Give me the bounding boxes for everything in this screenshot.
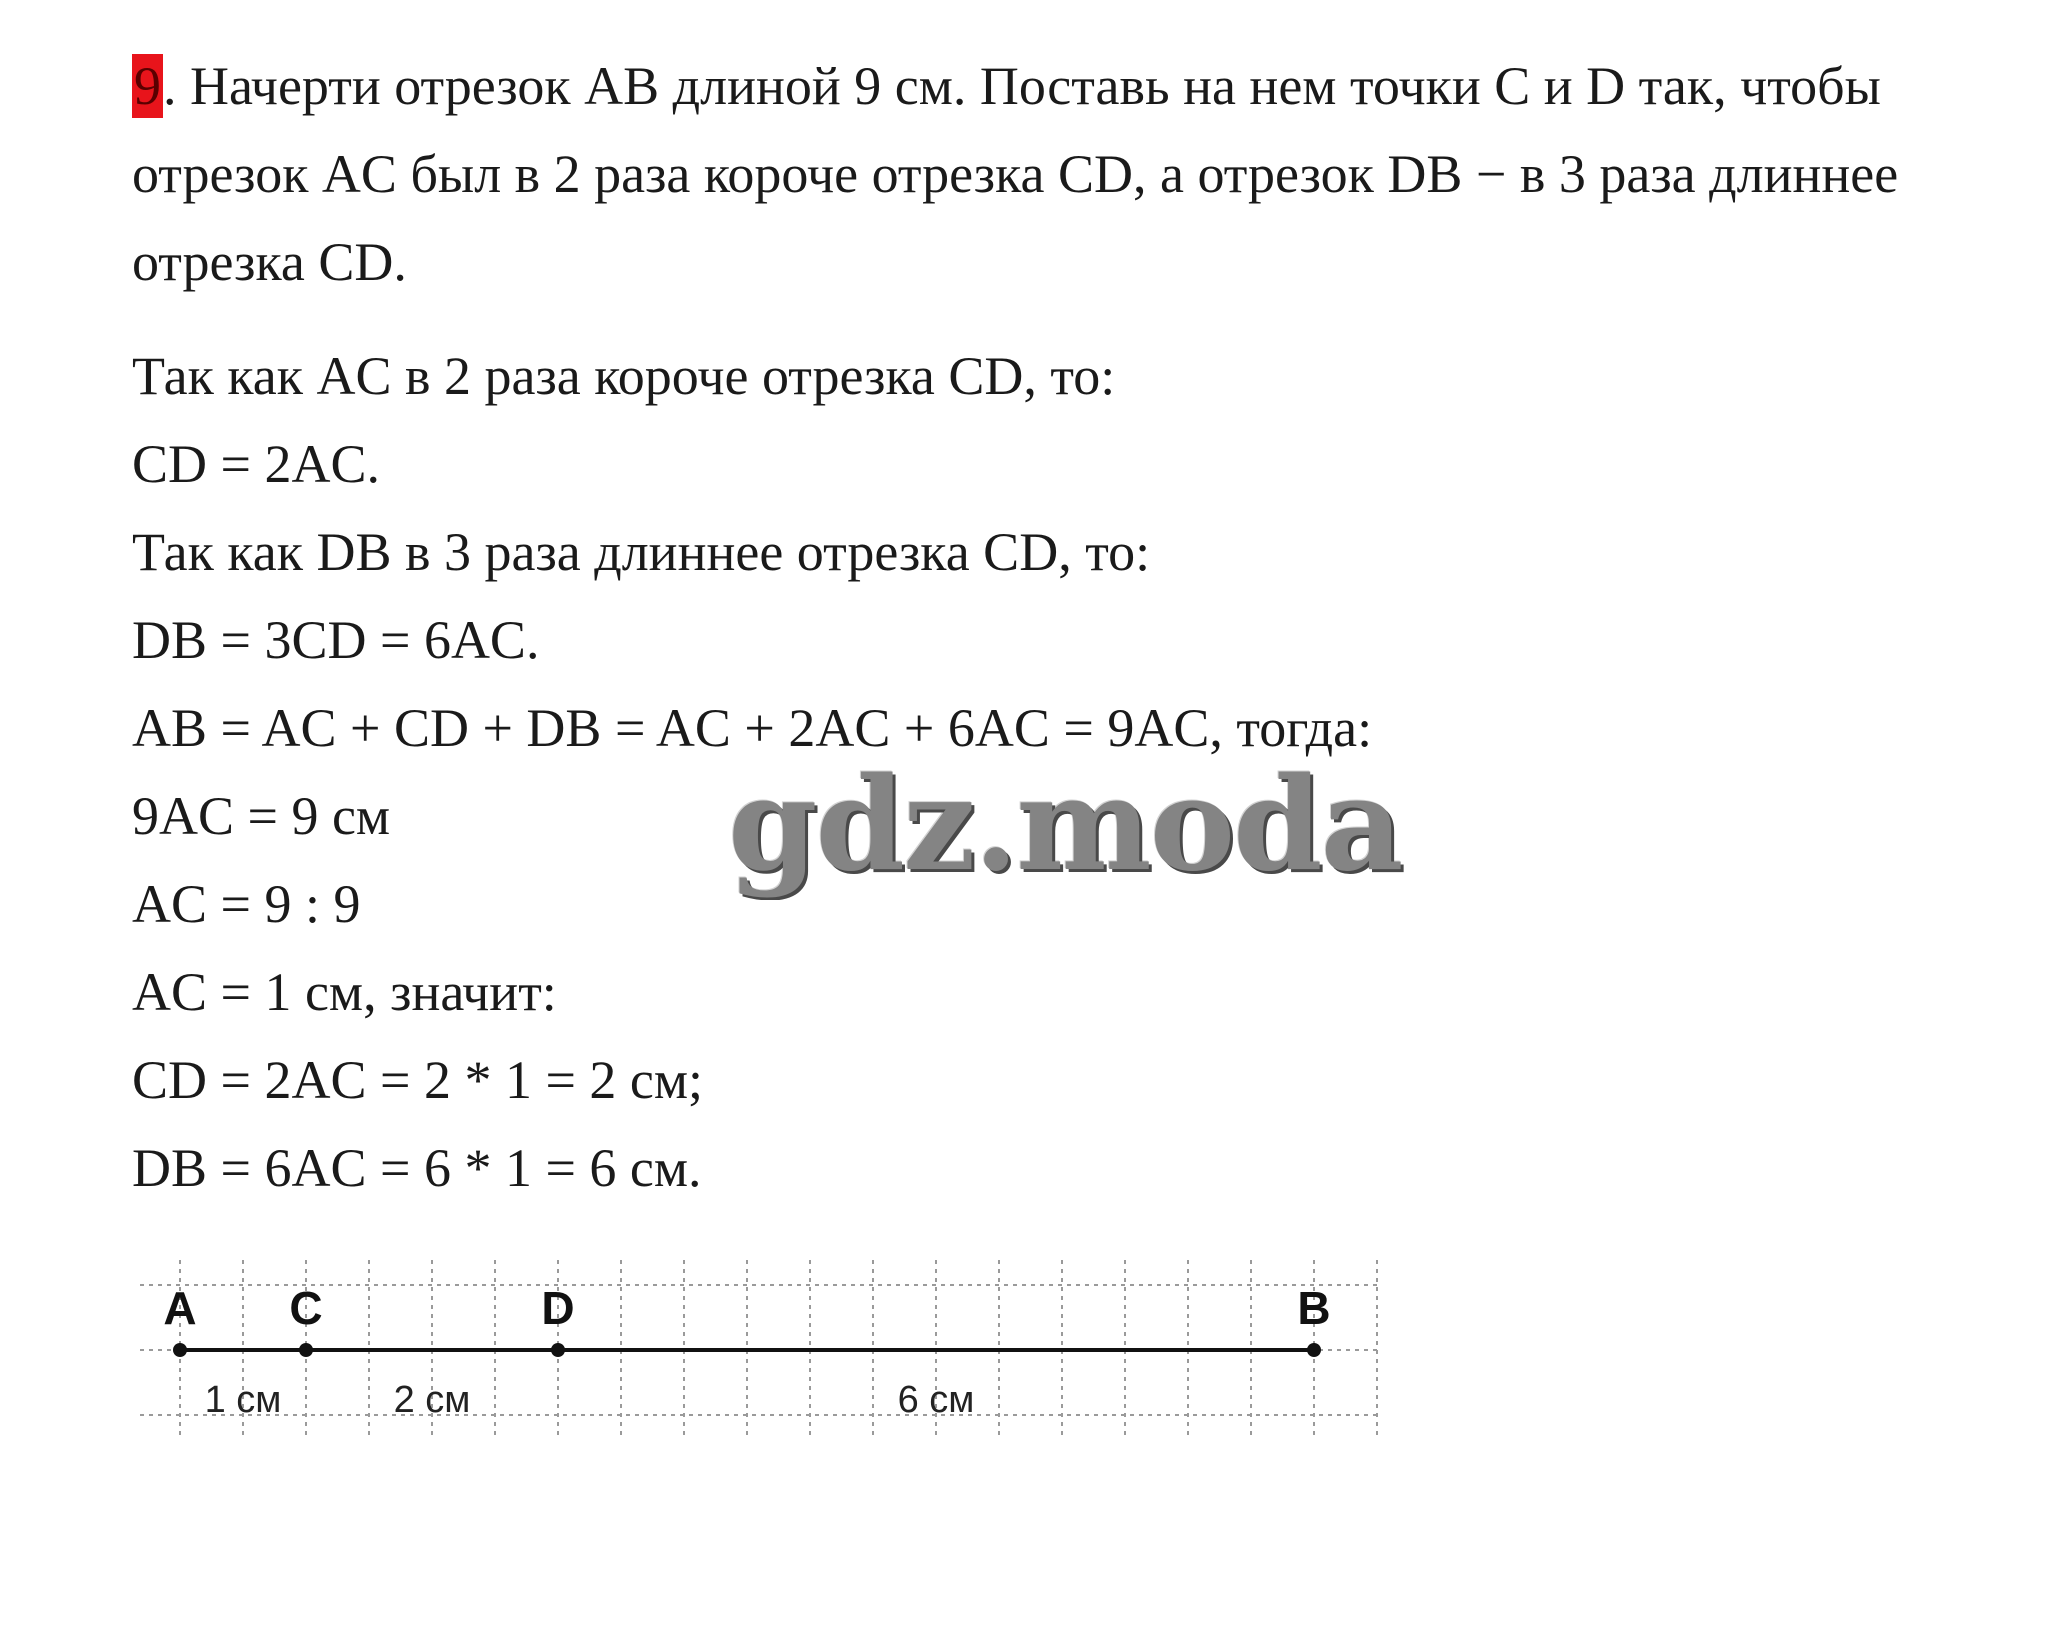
solution-line-1: Так как AC в 2 раза короче отрезка CD, то: xyxy=(132,346,1116,406)
point-b-dot xyxy=(1307,1343,1321,1357)
point-d-dot xyxy=(551,1343,565,1357)
segment-diagram xyxy=(130,1240,1390,1450)
point-d-label: D xyxy=(541,1282,575,1334)
solution-line-6: 9AC = 9 см xyxy=(132,786,391,846)
solution-line-7: AC = 9 : 9 xyxy=(132,874,361,934)
watermark-logo: gdz.moda xyxy=(728,750,1402,900)
point-c-label: C xyxy=(289,1282,323,1334)
point-a-dot xyxy=(173,1343,187,1357)
segment-length-label: 2 см xyxy=(393,1379,471,1421)
segment-length-label: 1 см xyxy=(204,1379,282,1421)
solution-line-4: DB = 3CD = 6AC. xyxy=(132,610,540,670)
point-a-label: A xyxy=(163,1282,197,1334)
segment-length-label: 6 см xyxy=(897,1379,975,1421)
solution-line-2: CD = 2AC. xyxy=(132,434,380,494)
point-b-label: B xyxy=(1297,1282,1331,1334)
solution-line-9: CD = 2AC = 2 * 1 = 2 см; xyxy=(132,1050,704,1110)
task-number-badge: 9 xyxy=(134,56,161,116)
segment-points xyxy=(163,1282,1330,1357)
task-text: . Начерти отрезок AB длиной 9 см. Поставь на нем точки C и D так, чтобы отрезок AC был в 2 раза короче отрезка CD, а отрезок DB − в 3 раза длиннее отрезка CD. xyxy=(132,56,1899,292)
solution-line-10: DB = 6AC = 6 * 1 = 6 см. xyxy=(132,1138,702,1198)
segment-figure xyxy=(130,1240,1390,1455)
solution-line-5: AB = AC + CD + DB = AC + 2AC + 6AC = 9AC, тогда: xyxy=(132,698,1373,758)
solution-line-3: Так как DB в 3 раза длиннее отрезка CD, то: xyxy=(132,522,1151,582)
point-c-dot xyxy=(299,1343,313,1357)
task-statement xyxy=(132,42,1972,306)
solution-line-8: AC = 1 см, значит: xyxy=(132,962,557,1022)
